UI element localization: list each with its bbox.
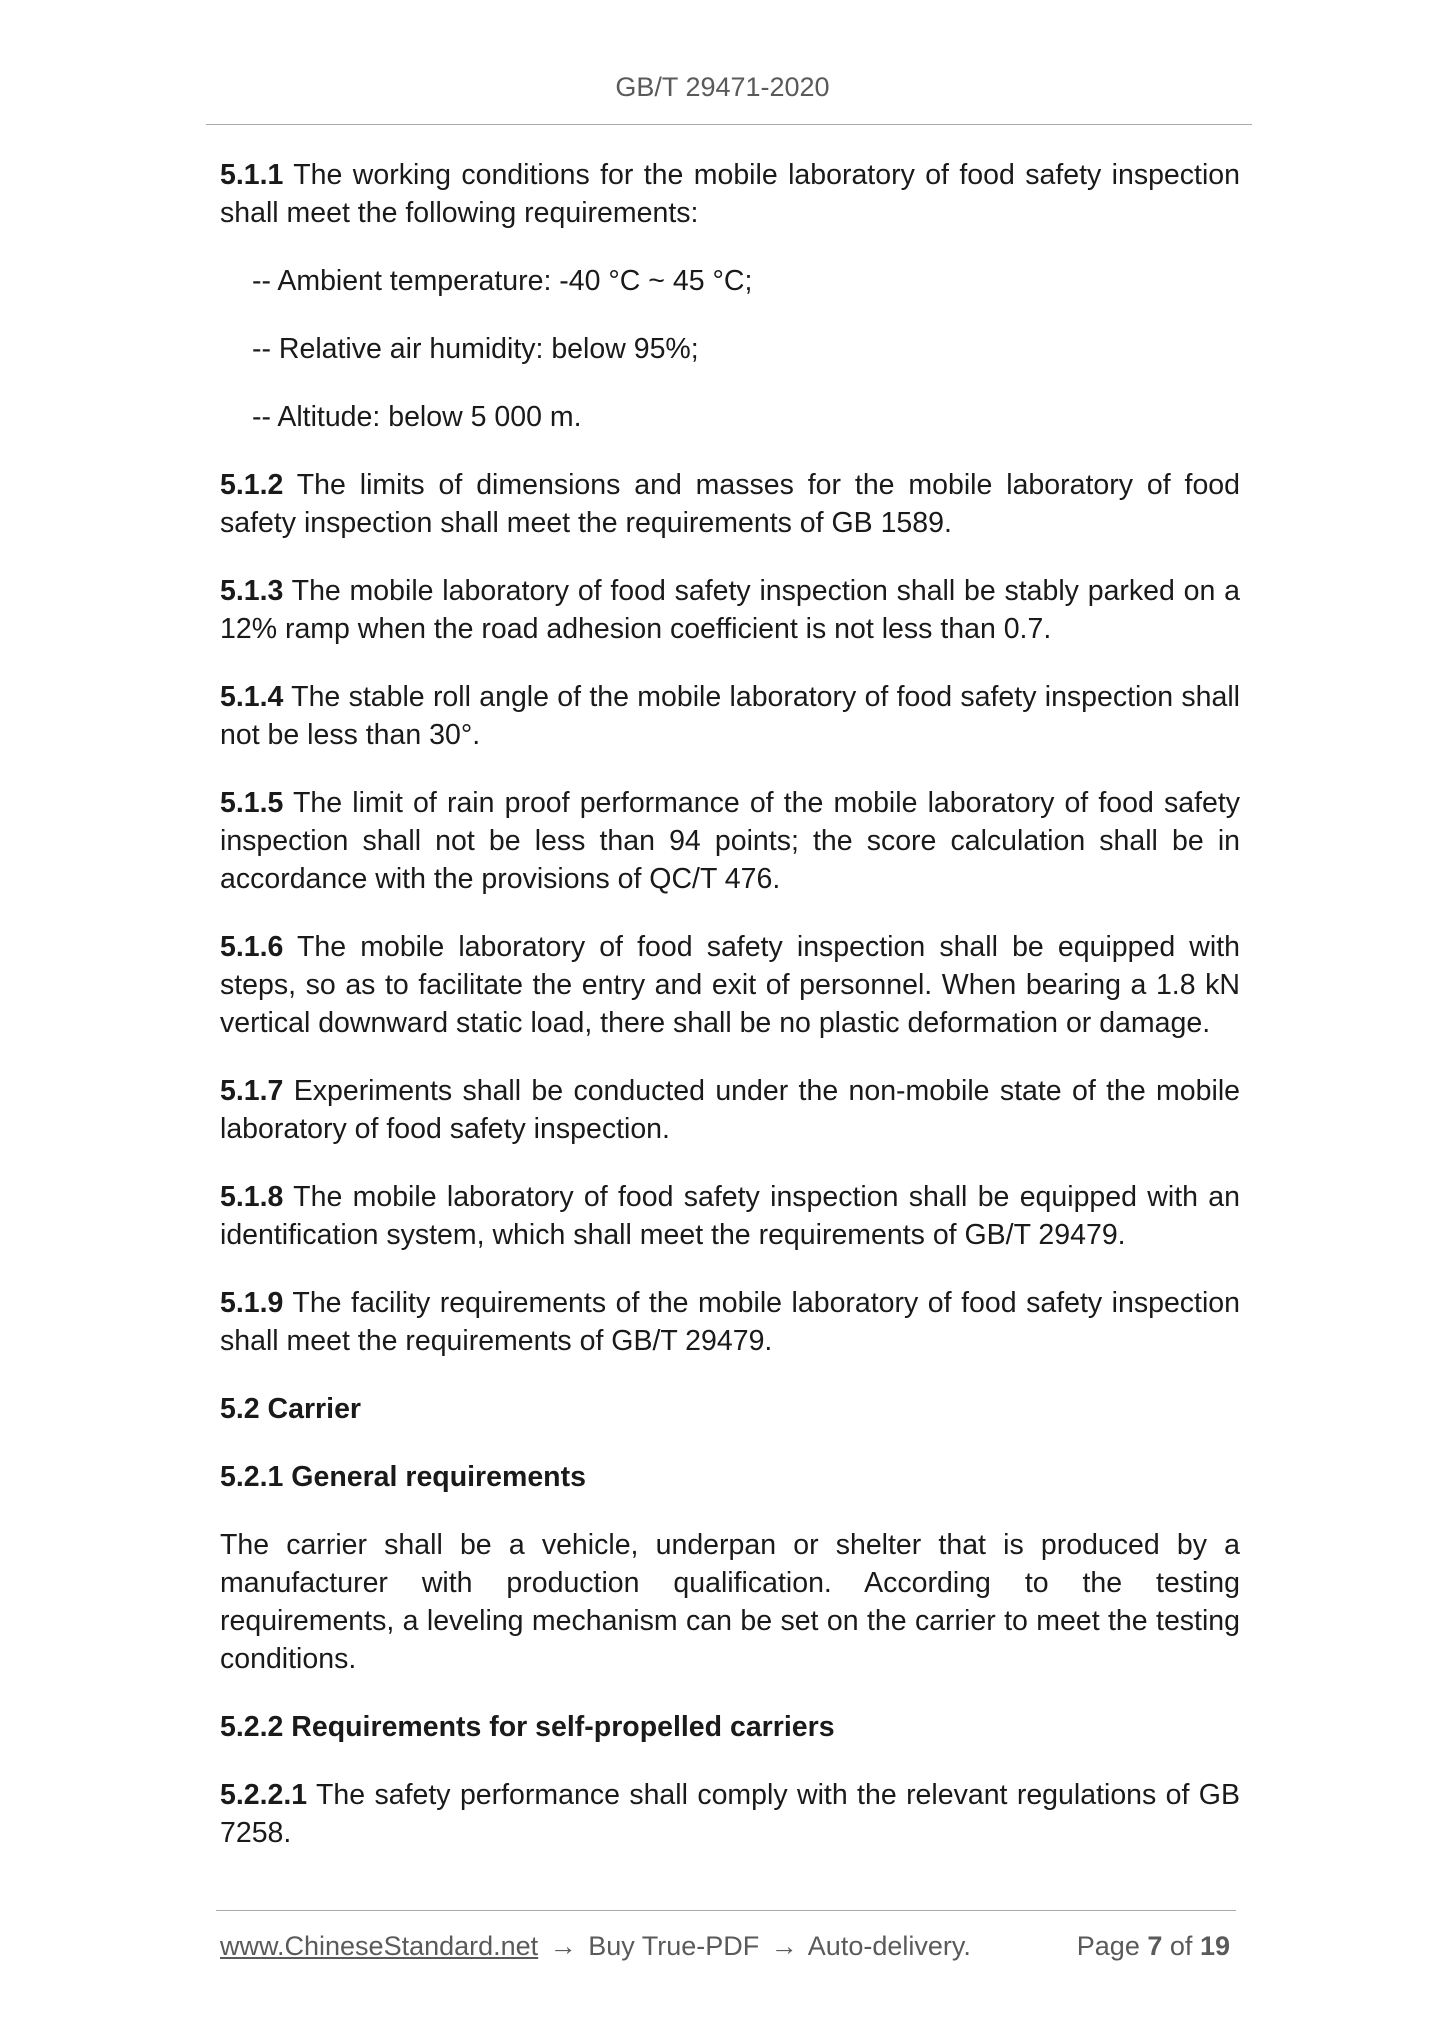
buy-true-pdf-text: Buy True-PDF — [588, 1931, 760, 1961]
clause-5-1-1 — [220, 156, 1240, 232]
clause-5-1-8 — [220, 1178, 1240, 1254]
page-number-indicator — [1077, 1931, 1230, 1962]
clause-text: The mobile laboratory of food safety inspection shall be equipped with steps, so as to facilitate the entry and exit of personnel. When bearing a 1.8 kN vertical downward static load, there shall be no plastic deformation or damage. — [220, 931, 1240, 1039]
clause-number: 5.1.1 — [220, 159, 284, 191]
clause-5-1-2 — [220, 466, 1240, 542]
clause-text: The limit of rain proof performance of the mobile laboratory of food safety inspection shall not be less than 94 points; the score calculation shall be in accordance with the provisions of QC/T 476. — [220, 787, 1240, 895]
clause-5-2-2-1 — [220, 1776, 1240, 1852]
clause-5-1-9 — [220, 1284, 1240, 1360]
clause-number: 5.1.2 — [220, 469, 284, 501]
header-divider — [206, 124, 1252, 125]
clause-number: 5.1.9 — [220, 1287, 284, 1319]
section-heading-5-2: 5.2 Carrier — [220, 1393, 362, 1425]
clause-number: 5.1.8 — [220, 1181, 284, 1213]
list-item-relative-humidity: -- Relative air humidity: below 95%; — [252, 333, 699, 365]
auto-delivery-text: Auto-delivery. — [807, 1931, 971, 1961]
of-label: of — [1169, 1931, 1193, 1961]
current-page-number: 7 — [1147, 1931, 1163, 1961]
footer-promo — [220, 1931, 971, 1962]
page-label: Page — [1076, 1931, 1140, 1961]
clause-5-1-3 — [220, 572, 1240, 648]
clause-number: 5.2.2.1 — [220, 1779, 308, 1811]
clause-text: The facility requirements of the mobile laboratory of food safety inspection shall meet the requirements of GB/T 29479. — [220, 1287, 1240, 1357]
list-item-ambient-temperature: -- Ambient temperature: -40 °C ~ 45 °C; — [252, 265, 753, 297]
website-link[interactable]: www.ChineseStandard.net — [220, 1931, 539, 1961]
page-header-standard-code: GB/T 29471-2020 — [615, 72, 830, 102]
clause-number: 5.1.5 — [220, 787, 284, 819]
document-body — [220, 156, 1240, 1852]
clause-text: Experiments shall be conducted under the non-mobile state of the mobile laboratory of food safety inspection. — [220, 1075, 1240, 1145]
clause-5-1-4 — [220, 678, 1240, 754]
clause-5-1-6 — [220, 928, 1240, 1042]
footer-divider — [216, 1910, 1236, 1911]
total-page-number: 19 — [1199, 1931, 1230, 1961]
clause-number: 5.1.7 — [220, 1075, 284, 1107]
arrow-right-icon: → — [770, 1931, 798, 1961]
clause-number: 5.1.6 — [220, 931, 284, 963]
clause-text: The mobile laboratory of food safety inspection shall be stably parked on a 12% ramp when the road adhesion coefficient is not less than 0.7. — [220, 575, 1240, 645]
clause-text: The safety performance shall comply with the relevant regulations of GB 7258. — [220, 1779, 1240, 1849]
clause-text: The stable roll angle of the mobile laboratory of food safety inspection shall not be less than 30°. — [220, 681, 1240, 751]
clause-number: 5.1.4 — [220, 681, 284, 713]
clause-text: The limits of dimensions and masses for the mobile laboratory of food safety inspection shall meet the requirements of GB 1589. — [220, 469, 1240, 539]
arrow-right-icon: → — [549, 1931, 577, 1961]
clause-5-1-7 — [220, 1072, 1240, 1148]
clause-5-1-5 — [220, 784, 1240, 898]
section-heading-5-2-2: 5.2.2 Requirements for self-propelled carriers — [220, 1711, 835, 1743]
clause-text: The mobile laboratory of food safety inspection shall be equipped with an identification system, which shall meet the requirements of GB/T 29479. — [220, 1181, 1240, 1251]
list-item-altitude: -- Altitude: below 5 000 m. — [252, 401, 582, 433]
section-heading-5-2-1: 5.2.1 General requirements — [220, 1461, 586, 1493]
clause-number: 5.1.3 — [220, 575, 284, 607]
clause-5-2-1-text: The carrier shall be a vehicle, underpan or shelter that is produced by a manufacturer with production qualification. According to the testing requirements, a leveling mechanism can be set on the carrier to meet the testing conditions. — [220, 1529, 1240, 1675]
clause-text: The working conditions for the mobile laboratory of food safety inspection shall meet the following requirements: — [220, 159, 1240, 229]
